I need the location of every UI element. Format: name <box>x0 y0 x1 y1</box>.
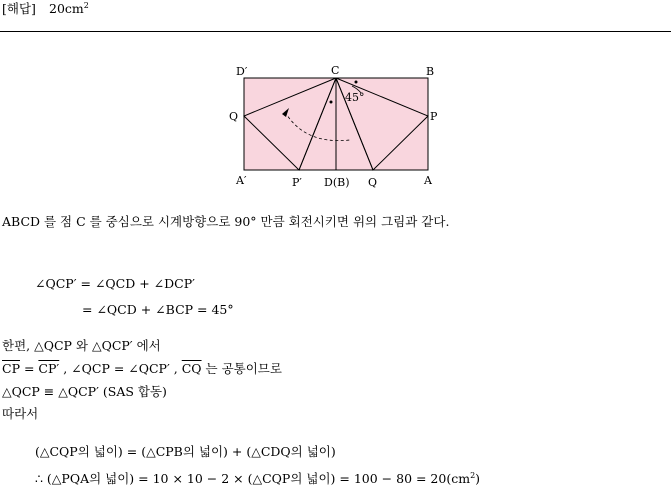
label-p-right: P <box>430 110 438 123</box>
label-q-left: Q <box>229 110 239 123</box>
angle-dot-right <box>355 81 358 84</box>
area-equation-1: (△CQP의 넓이) = (△CPB의 넓이) + (△CDQ의 넓이) <box>35 444 336 459</box>
answer-label: [해답] <box>2 1 36 16</box>
label-a-prime: A′ <box>236 174 247 187</box>
label-b: B <box>426 65 435 78</box>
label-a: A <box>424 174 432 187</box>
meanwhile-line: 한편, △QCP 와 △QCP′ 에서 <box>2 338 161 353</box>
intro-text: ABCD 를 점 C 를 중심으로 시계방향으로 90° 만큼 회전시키면 위의 그림과 같다. <box>2 214 450 229</box>
equation-2: = ∠QCD + ∠BCP = 45° <box>82 302 234 317</box>
congruence-result: △QCP ≡ △QCP′ (SAS 합동) <box>2 384 167 399</box>
angle-label-45: 45° <box>345 91 365 104</box>
label-q-bottom: Q <box>368 176 378 189</box>
rotation-figure <box>225 60 455 192</box>
answer-value: $20cm^2$ <box>49 1 89 16</box>
congruence-conditions: $\overline{CP} = CP'$ , ∠QCP = ∠QCP′ , $\overline{CQ}$ 는 공통이므로 <box>2 361 282 376</box>
label-db: D(B) <box>324 176 350 189</box>
angle-dot-left <box>330 101 333 104</box>
label-p-prime: P′ <box>292 176 302 189</box>
header-divider <box>0 31 671 32</box>
therefore-line: 따라서 <box>2 406 39 421</box>
label-d-prime: D′ <box>236 65 248 78</box>
area-equation-2: ∴ (△PQA의 넓이) = 10 × 10 − 2 × (△CQP의 넓이) = $100 - 80 = 20(cm^2)$ <box>35 471 481 486</box>
equation-1: ∠QCP′ = ∠QCD + ∠DCP′ <box>35 276 195 291</box>
label-c: C <box>331 64 340 77</box>
